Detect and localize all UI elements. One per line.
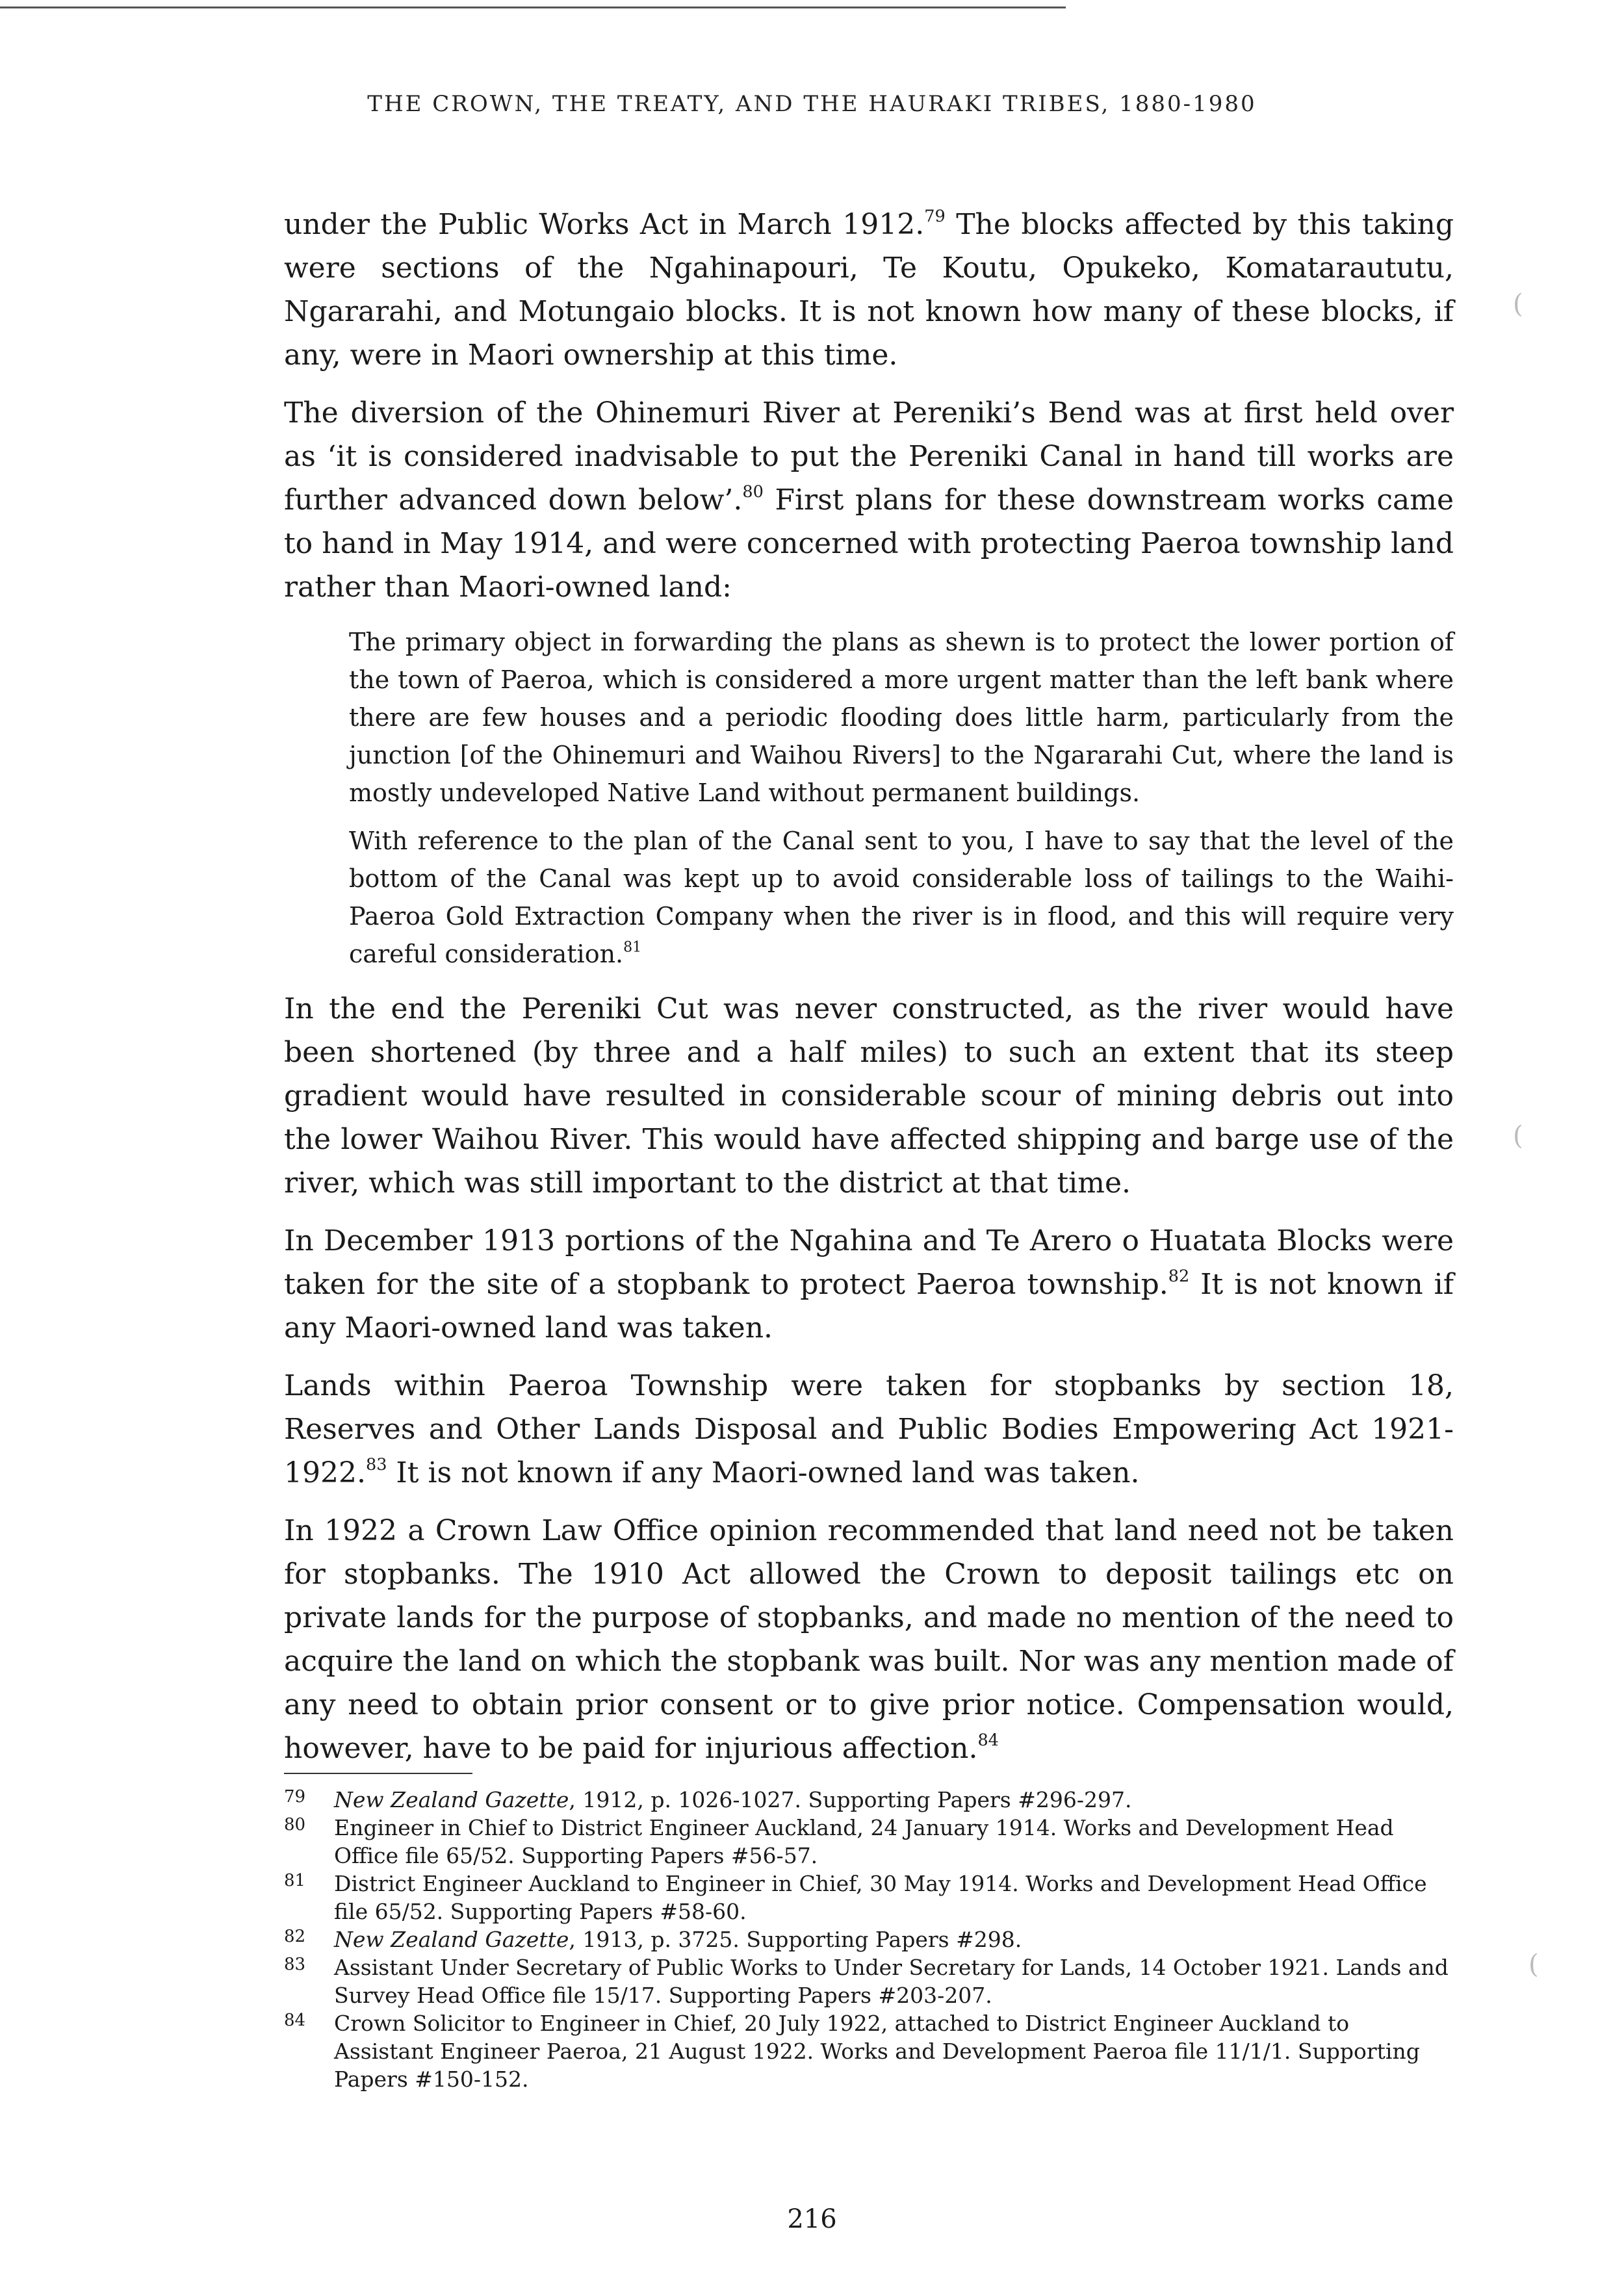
paragraph-2: The diversion of the Ohinemuri River at Pereniki’s Bend was at first held over as ‘it is considered inadvisable to put the Pereniki Canal in hand till works are further advanced down below’.$^{80}$ First plans for these downstream works came to hand in May 1914, and were concerned with protecting Paeroa township land rather than Maori-owned land: — [284, 396, 1454, 604]
footnote-83: 83 Assistant Under Secretary of Public Works to Under Secretary for Lands, 14 October 1921. Lands and Survey Head Office file 15/17. Supporting Papers #203-207. — [284, 1955, 1449, 2008]
paragraph-6: In 1922 a Crown Law Office opinion recommended that land need not be taken for stopbanks. The 1910 Act allowed the Crown to deposit tailings etc on private lands for the purpose of stopbanks, and made no mention of the need to acquire the land on which the stopbank was built. Nor was any mention made of any need to obtain prior consent or to give prior notice. Compensation would, however, have to be paid for injurious affection.$^{84}$ — [284, 1514, 1454, 1765]
top-rule — [0, 6, 1066, 8]
footnote-ref-81[interactable]: 81 — [623, 939, 642, 956]
margin-scan-mark: ( — [1513, 289, 1523, 319]
quote-paragraph-1: The primary object in forwarding the plans as shewn is to protect the lower portion of the town of Paeroa, which is considered a more urgent matter than the left bank where there are few houses and a periodic flooding does little harm, particularly from the junction [of the Ohinemuri and Waihou Rivers] to the Ngararahi Cut, where the land is mostly undeveloped Native Land without permanent buildings. — [349, 628, 1454, 807]
footnote-ref-79[interactable]: 79 — [924, 206, 946, 226]
footnote-84: 84 Crown Solicitor to Engineer in Chief, 20 July 1922, attached to District Engineer Auckland to Assistant Engineer Paeroa, 21 August 1922. Works and Development Paeroa file 11/1/1. Supporting Papers #150-152. — [284, 2011, 1420, 2092]
running-head: THE CROWN, THE TREATY, AND THE HAURAKI TRIBES, 1880-1980 — [367, 91, 1257, 117]
paragraph-1: under the Public Works Act in March 1912.79 The blocks affected by this taking were sections of the Ngahinapouri, Te Koutu, Opukeko, Komataraututu, Ngararahi, and Motungaio blocks. It is not known how many of these blocks, if any, were in Maori ownership at this time. — [284, 206, 1454, 372]
margin-scan-mark: ( — [1528, 1950, 1539, 1979]
footnotes — [284, 1773, 1454, 2093]
paragraph-4: In December 1913 portions of the Ngahina and Te Arero o Huatata Blocks were taken for the site of a stopbank to protect Paeroa township.$^{82}$ It is not known if any Maori-owned land was taken. — [284, 1224, 1454, 1345]
footnote-80: 80 Engineer in Chief to District Engineer Auckland, 24 January 1914. Works and Development Head Office file 65/52. Supporting Papers #56-57. — [284, 1815, 1394, 1868]
footnote-ref-82[interactable]: 82 — [1168, 1266, 1190, 1286]
footnote-82: 82 New Zealand Gazette, 1913, p. 3725. Supporting Papers #298. — [284, 1927, 1022, 1952]
paragraph-5: Lands within Paeroa Township were taken for stopbanks by section 18, Reserves and Other Lands Disposal and Public Bodies Empowering Act 1921-1922.83 It is not known if any Maori-owned land was taken. — [284, 1369, 1454, 1489]
block-quote — [349, 623, 1454, 973]
footnote-ref-84[interactable]: 84 — [977, 1730, 999, 1750]
paragraph-3: In the end the Pereniki Cut was never constructed, as the river would have been shortened (by three and a half miles) to such an extent that its steep gradient would have resulted in considerable scour of mining debris out into the lower Waihou River. This would have affected shipping and barge use of the river, which was still important to the district at that time. — [284, 992, 1454, 1200]
quote-paragraph-2: With reference to the plan of the Canal sent to you, I have to say that the level of the bottom of the Canal was kept up to avoid considerable loss of tailings to the Waihi-Paeroa Gold Extraction Company when the river is in flood, and this will require very careful consideration.$^{81}$ — [349, 827, 1454, 968]
footnote-ref-83[interactable]: 83 — [365, 1454, 387, 1474]
footnote-79: 79 New Zealand Gazette, 1912, p. 1026-1027. Supporting Papers #296-297. — [284, 1787, 1132, 1812]
margin-scan-mark: ( — [1513, 1121, 1523, 1151]
footnote-ref-80[interactable]: 80 — [742, 482, 764, 502]
footnote-81: 81 District Engineer Auckland to Engineer in Chief, 30 May 1914. Works and Development Head Office file 65/52. Supporting Papers #58-60. — [284, 1871, 1427, 1924]
body-text — [284, 203, 1454, 1784]
page-number: 216 — [787, 2204, 837, 2234]
footnote-rule — [284, 1773, 472, 1774]
